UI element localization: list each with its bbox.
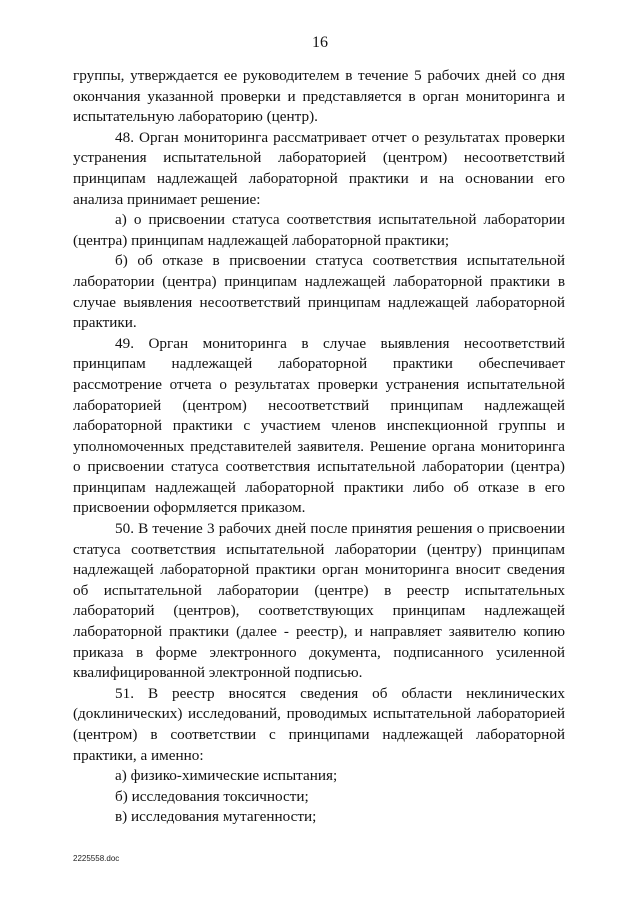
paragraph-continuation: группы, утверждается ее руководителем в течение 5 рабочих дней со дня окончания указанной проверки и представляется в орган мониторинга и испытательную лабораторию (центр).: [73, 67, 565, 126]
paragraph-51-v: в) исследования мутагенности;: [115, 808, 317, 826]
paragraph-49: 49. Орган мониторинга в случае выявления несоответствий принципам надлежащей лабораторной практики обеспечивает рассмотрение отчета о результатах проверки устранения испытательной лабораторией (центром) несоответствий принципам надлежащей лабораторной практики с участием членов инспекционной группы и уполномоченных представителей заявителя. Решение органа мониторинга о присвоении статуса соответствия испытательной лаборатории (центра) принципам надлежащей лабораторной практики либо об отказе в его присвоении оформляется приказом.: [73, 334, 565, 517]
paragraph-51: 51. В реестр вносятся сведения об области неклинических (доклинических) исследований, проводимых испытательной лабораторией (центром) в соответствии с принципами надлежащей лабораторной практики, а именно:: [73, 684, 565, 764]
paragraph-51-a: а) физико-химические испытания;: [115, 767, 338, 785]
paragraph-50: 50. В течение 3 рабочих дней после принятия решения о присвоении статуса соответствия испытательной лаборатории (центру) принципам надлежащей лабораторной практики орган мониторинга вносит сведения об испытательной лаборатории (центре) в реестр испытательных лабораторий (центров), соответствующих принципам надлежащей лабораторной практики (далее - реестр), и направляет заявителю копию приказа в форме электронного документа, подписанного усиленной квалифицированной электронной подписью.: [73, 520, 565, 682]
paragraph-48-b: б) об отказе в присвоении статуса соответствия испытательной лаборатории (центра) принципам надлежащей лабораторной практики в случае выявления несоответствий принципам надлежащей лабораторной практики.: [73, 252, 565, 332]
paragraph-48: 48. Орган мониторинга рассматривает отчет о результатах проверки устранения испытательной лабораторией (центром) несоответствий принципам надлежащей лабораторной практики и на основании его анализа принимает решение:: [73, 128, 565, 208]
paragraph-51-b: б) исследования токсичности;: [115, 787, 309, 805]
document-body: [73, 66, 565, 828]
footer-filename: 2225558.doc: [73, 854, 120, 863]
paragraph-48-a: а) о присвоении статуса соответствия испытательной лаборатории (центра) принципам надлежащей лабораторной практики;: [73, 211, 565, 249]
page-number: 16: [312, 34, 328, 51]
